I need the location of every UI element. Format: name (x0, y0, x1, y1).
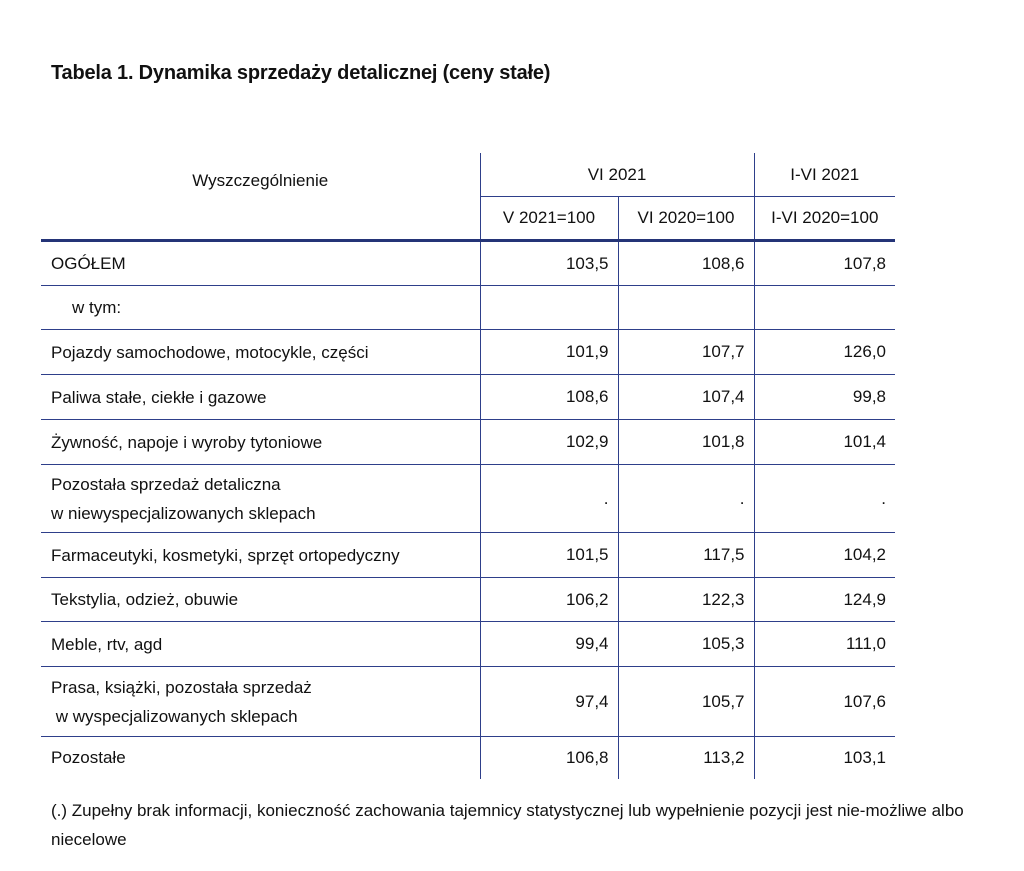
row-value: 97,4 (480, 667, 618, 737)
table-row (41, 241, 895, 286)
table-row (41, 465, 895, 533)
row-label: OGÓŁEM (41, 241, 480, 286)
sales-dynamics-table (41, 153, 895, 779)
row-value: 122,3 (618, 578, 754, 622)
row-value: 113,2 (618, 737, 754, 779)
row-label: w tym: (41, 286, 480, 330)
header-group-vi-2021: VI 2021 (480, 153, 754, 197)
row-label-line2: w niewyspecjalizowanych sklepach (51, 503, 316, 523)
header-col-2: VI 2020=100 (618, 197, 754, 241)
row-value: 108,6 (618, 241, 754, 286)
row-value: 99,4 (480, 622, 618, 667)
row-label (41, 667, 480, 737)
table-title: Tabela 1. Dynamika sprzedaży detalicznej (ceny stałe) (51, 62, 551, 84)
table-row (41, 330, 895, 375)
row-label: Paliwa stałe, ciekłe i gazowe (41, 375, 480, 420)
row-value: . (480, 465, 618, 533)
row-value: 102,9 (480, 420, 618, 465)
row-value (480, 286, 618, 330)
row-label: Meble, rtv, agd (41, 622, 480, 667)
table-row (41, 622, 895, 667)
footnote: (.) Zupełny brak informacji, konieczność zachowania tajemnicy statystycznej lub wypełnienie pozycji jest nie-możliwe albo niecelowe (51, 801, 964, 849)
row-value: 107,4 (618, 375, 754, 420)
table-row (41, 420, 895, 465)
table-row (41, 737, 895, 779)
row-label-line1: Prasa, książki, pozostała sprzedaż (51, 677, 312, 697)
row-label-line2: w wyspecjalizowanych sklepach (51, 706, 298, 726)
row-value: 101,4 (754, 420, 895, 465)
header-group-i-vi-2021: I-VI 2021 (754, 153, 895, 197)
row-value: 104,2 (754, 533, 895, 578)
row-value: 103,1 (754, 737, 895, 779)
row-value: 108,6 (480, 375, 618, 420)
row-label: Żywność, napoje i wyroby tytoniowe (41, 420, 480, 465)
row-value: 107,6 (754, 667, 895, 737)
table-row (41, 375, 895, 420)
row-value: 106,2 (480, 578, 618, 622)
table-row (41, 533, 895, 578)
row-value: . (618, 465, 754, 533)
header-col-3: I-VI 2020=100 (754, 197, 895, 241)
row-value: 101,9 (480, 330, 618, 375)
row-value: 117,5 (618, 533, 754, 578)
row-value: 105,3 (618, 622, 754, 667)
row-label: Pojazdy samochodowe, motocykle, części (41, 330, 480, 375)
row-value: 105,7 (618, 667, 754, 737)
row-value: 103,5 (480, 241, 618, 286)
row-label (41, 465, 480, 533)
table-row (41, 286, 895, 330)
header-col-1: V 2021=100 (480, 197, 618, 241)
row-value: . (754, 465, 895, 533)
row-value: 111,0 (754, 622, 895, 667)
header-label: Wyszczególnienie (41, 153, 480, 241)
header-row-1 (41, 153, 895, 197)
row-value: 107,7 (618, 330, 754, 375)
row-value (618, 286, 754, 330)
table-row (41, 667, 895, 737)
row-value: 106,8 (480, 737, 618, 779)
table-row (41, 578, 895, 622)
row-value: 101,8 (618, 420, 754, 465)
row-value: 124,9 (754, 578, 895, 622)
row-value (754, 286, 895, 330)
row-value: 126,0 (754, 330, 895, 375)
row-label: Farmaceutyki, kosmetyki, sprzęt ortopedyczny (41, 533, 480, 578)
row-label-line1: Pozostała sprzedaż detaliczna (51, 474, 281, 494)
row-value: 101,5 (480, 533, 618, 578)
row-value: 99,8 (754, 375, 895, 420)
row-label: Pozostałe (51, 748, 126, 768)
row-label: Tekstylia, odzież, obuwie (41, 578, 480, 622)
row-value: 107,8 (754, 241, 895, 286)
